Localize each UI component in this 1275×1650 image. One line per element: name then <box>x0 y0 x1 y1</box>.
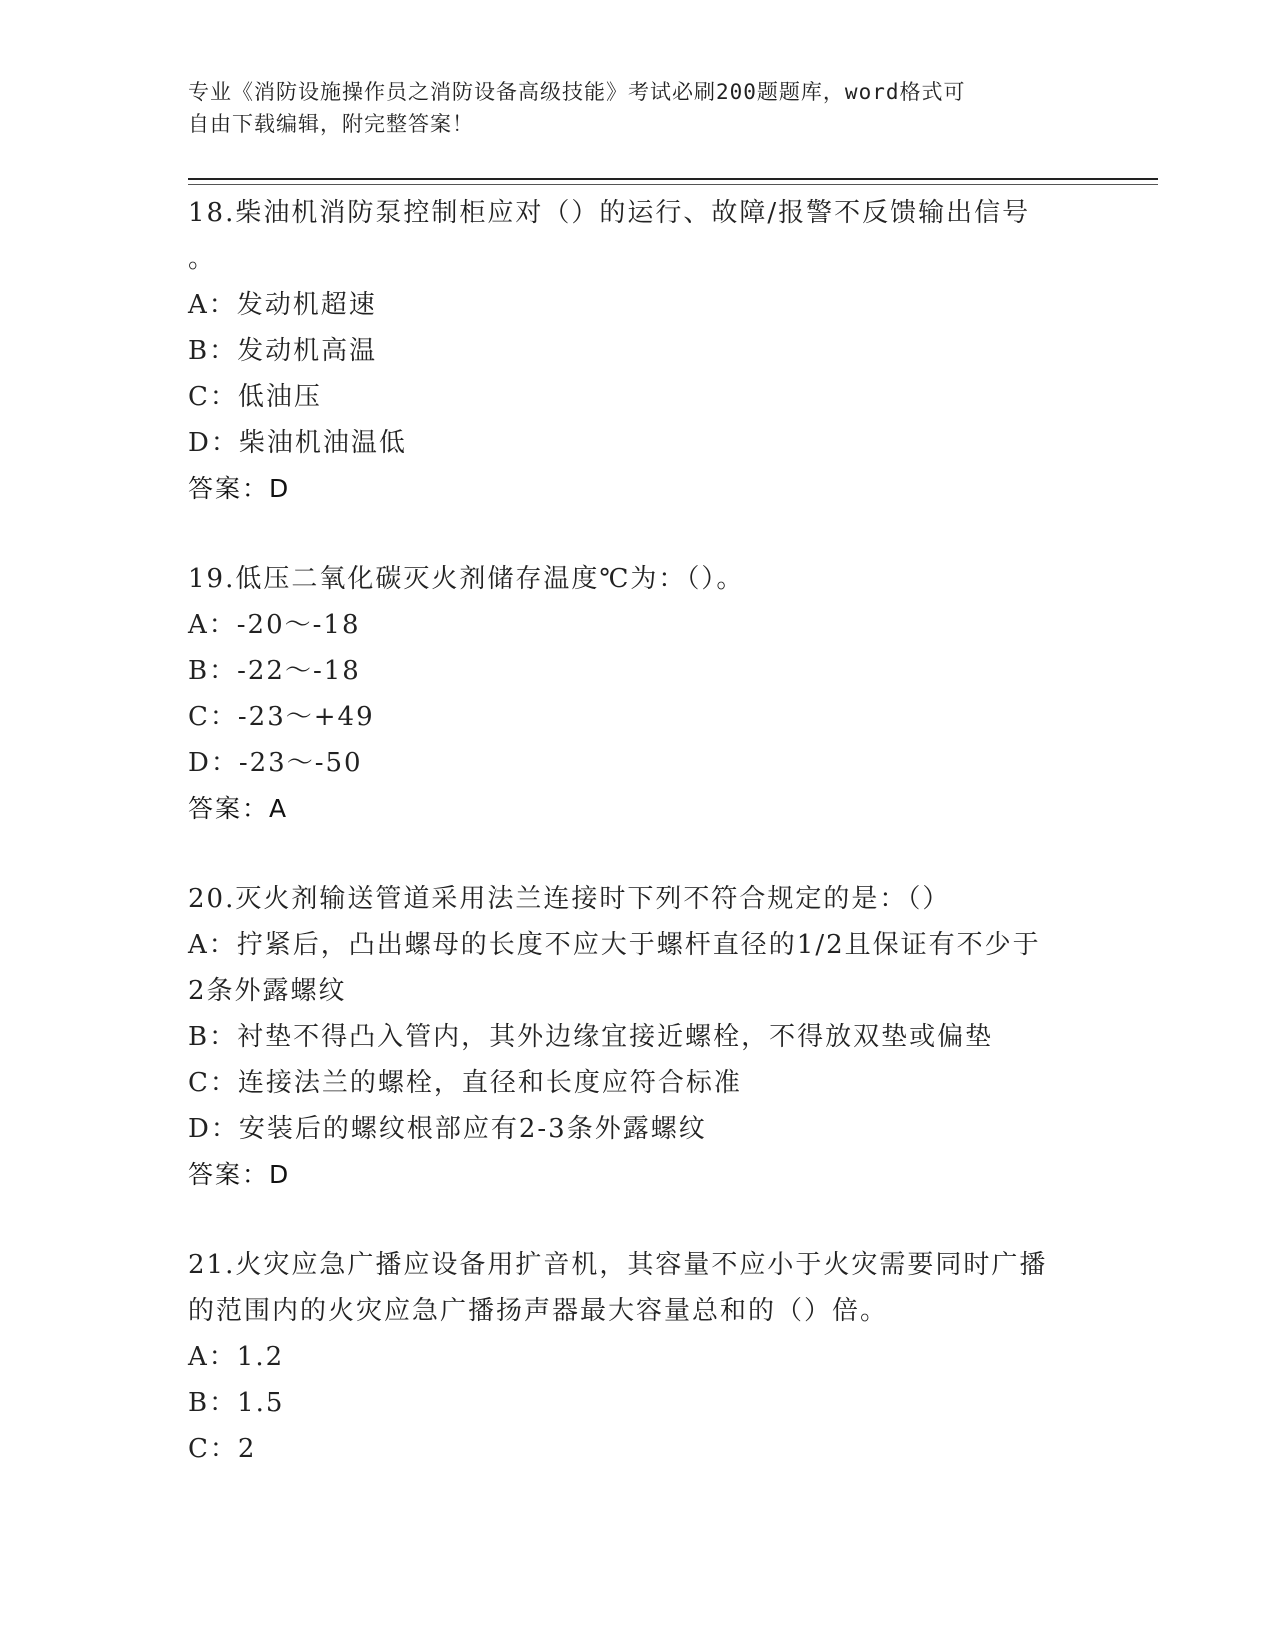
option-c: C：低油压 <box>188 382 322 412</box>
question-stem-continued: 的范围内的火灾应急广播扬声器最大容量总和的（）倍。 <box>188 1296 889 1326</box>
option-d: D：柴油机油温低 <box>188 428 407 458</box>
answer-text: 答案：A <box>188 794 289 823</box>
answer-text: 答案：D <box>188 474 291 503</box>
option-b: B：衬垫不得凸入管内，其外边缘宜接近螺栓，不得放双垫或偏垫 <box>188 1022 994 1052</box>
header-line-1: 专业《消防设施操作员之消防设备高级技能》考试必刷200题题库，word格式可 <box>188 80 966 104</box>
document-header <box>188 76 1088 140</box>
question-stem: 21.火灾应急广播应设备用扩音机，其容量不应小于火灾需要同时广播 <box>188 1250 1048 1280</box>
option-a-continued: 2条外露螺纹 <box>188 976 347 1006</box>
header-divider-thick <box>188 178 1158 180</box>
question-18 <box>188 190 1088 512</box>
option-b: B：1.5 <box>188 1388 285 1418</box>
option-a: A：1.2 <box>188 1342 285 1372</box>
option-b: B：-22～-18 <box>188 656 361 686</box>
option-a: A：拧紧后，凸出螺母的长度不应大于螺杆直径的1/2且保证有不少于 <box>188 930 1041 960</box>
question-21 <box>188 1242 1088 1472</box>
question-20 <box>188 876 1088 1198</box>
option-d: D：安装后的螺纹根部应有2-3条外露螺纹 <box>188 1114 707 1144</box>
option-c: C：-23～+49 <box>188 702 375 732</box>
answer-text: 答案：D <box>188 1160 291 1189</box>
question-stem: 19.低压二氧化碳灭火剂储存温度℃为：（）。 <box>188 564 745 594</box>
option-c: C：连接法兰的螺栓，直径和长度应符合标准 <box>188 1068 742 1098</box>
option-c: C：2 <box>188 1434 257 1464</box>
header-divider-thin <box>188 184 1158 185</box>
option-a: A：发动机超速 <box>188 290 377 320</box>
header-line-2: 自由下载编辑，附完整答案！ <box>188 112 474 136</box>
question-stem: 20.灭火剂输送管道采用法兰连接时下列不符合规定的是：（） <box>188 884 951 914</box>
option-a: A：-20～-18 <box>188 610 361 640</box>
question-list <box>188 190 1088 1472</box>
question-19 <box>188 556 1088 832</box>
question-stem: 18.柴油机消防泵控制柜应对（）的运行、故障/报警不反馈输出信号 <box>188 198 1031 228</box>
question-stem-continued: 。 <box>188 244 217 274</box>
option-b: B：发动机高温 <box>188 336 378 366</box>
option-d: D：-23～-50 <box>188 748 363 778</box>
